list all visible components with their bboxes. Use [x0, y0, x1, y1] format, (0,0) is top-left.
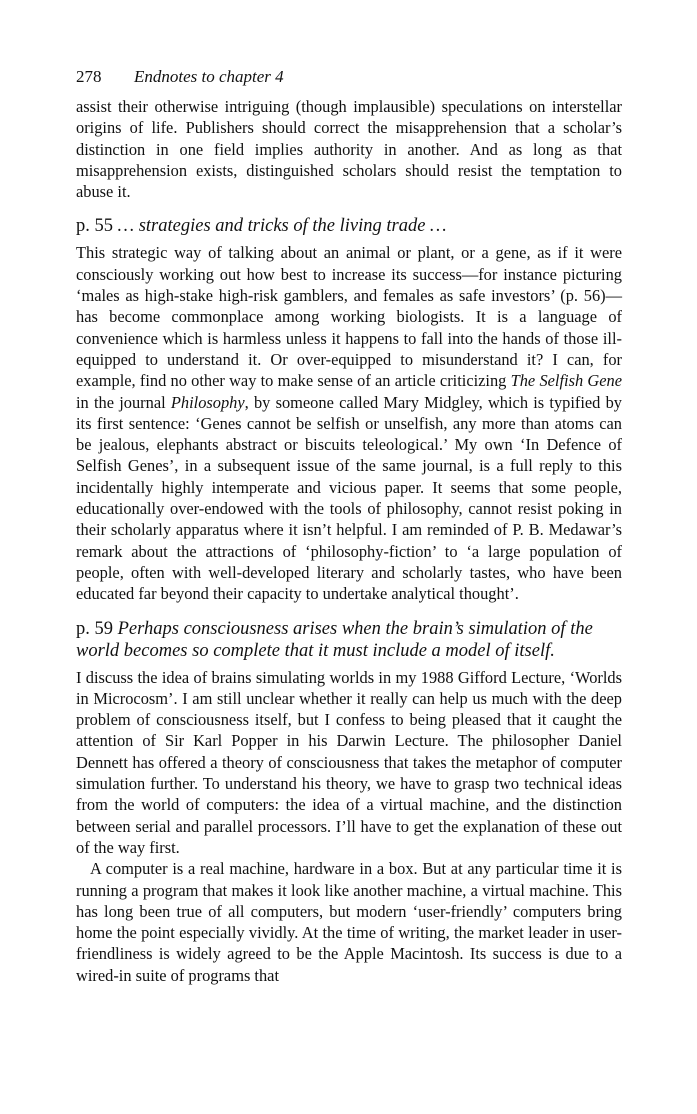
book-page — [76, 66, 622, 986]
running-header — [76, 66, 622, 88]
book-title: The Selfish Gene — [510, 371, 622, 391]
page-reference: p. 59 — [76, 618, 113, 639]
text-run: in the journal — [76, 392, 171, 412]
quoted-cue: Perhaps consciousness arises when the brain’s simulation of the world becomes so complete that it must include a model of itself. — [76, 618, 593, 661]
page-reference: p. 55 — [76, 216, 113, 237]
endnote-heading-p55 — [76, 215, 622, 237]
endnote-body-p59-paragraph-1: I discuss the idea of brains simulating worlds in my 1988 Gifford Lecture, ‘Worlds in Microcosm’. I am still unclear whether it really can help us much with the deep problem of consciousness itself, but I confess to being pleased that it caught the attention of Sir Karl Popper in his Darwin Lecture. The philosopher Daniel Dennett has offered a theory of consciousness that takes the metaphor of computer simulation further. To understand his theory, we have to grasp two technical ideas from the world of computers: the idea of a virtual machine, and the distinction between serial and parallel processors. I’ll have to get the explanation of these out of the way first. — [76, 667, 622, 857]
opening-paragraph: assist their otherwise intriguing (though implausible) speculations on interstellar origins of life. Publishers should correct the misapprehension that a scholar’s distinction in one field implies authority in another. And as long as that misapprehension exists, distinguished scholars should resist the temptation to abuse it. — [76, 97, 622, 202]
endnote-heading-p59 — [76, 618, 622, 662]
text-run: This strategic way of talking about an animal or plant, or a gene, as if it were consciously working out how best to increase its success—for instance picturing ‘males as high-stake high-risk gamblers, and females as safe investors’ (p. 56)—has become commonplace among working biologists. It is a language of convenience which is harmless unless it happens to fall into the hands of those ill-equipped to understand it. Or over-equipped to misunderstand it? I can, for example, find no other way to make sense of an article criticizing — [76, 243, 622, 391]
page-number: 278 — [76, 67, 102, 86]
text-run: , by someone called Mary Midgley, which is typified by its first sentence: ‘Genes cannot be selfish or unselfish, any more than atoms can be jealous, elephants abstract or biscuits teleological.’ My own ‘In Defence of Selfish Genes’, in a subsequent issue of the same journal, is a full reply to this incidentally highly intemperate and vicious paper. It seems that some people, educationally over-endowed with the tools of philosophy, cannot resist poking in their scholarly apparatus where it isn’t helpful. I am reminded of P. B. Medawar’s remark about the attractions of ‘philosophy-fiction’ to ‘a large population of people, often with well-developed literary and scholarly tastes, who have been educated far beyond their capacity to undertake analytical thought’. — [76, 392, 622, 604]
running-title: Endnotes to chapter 4 — [134, 67, 284, 86]
endnote-body-p55 — [76, 242, 622, 604]
journal-title: Philosophy — [170, 392, 245, 412]
endnote-body-p59-paragraph-2: A computer is a real machine, hardware in a box. But at any particular time it is running a program that makes it look like another machine, a virtual machine. This has long been true of all computers, but modern ‘user-friendly’ computers bring home the point especially vividly. At the time of writing, the market leader in user-friendliness is widely agreed to be the Apple Macintosh. Its success is due to a wired-in suite of programs that — [76, 859, 622, 985]
quoted-cue: … strategies and tricks of the living trade … — [117, 216, 447, 237]
